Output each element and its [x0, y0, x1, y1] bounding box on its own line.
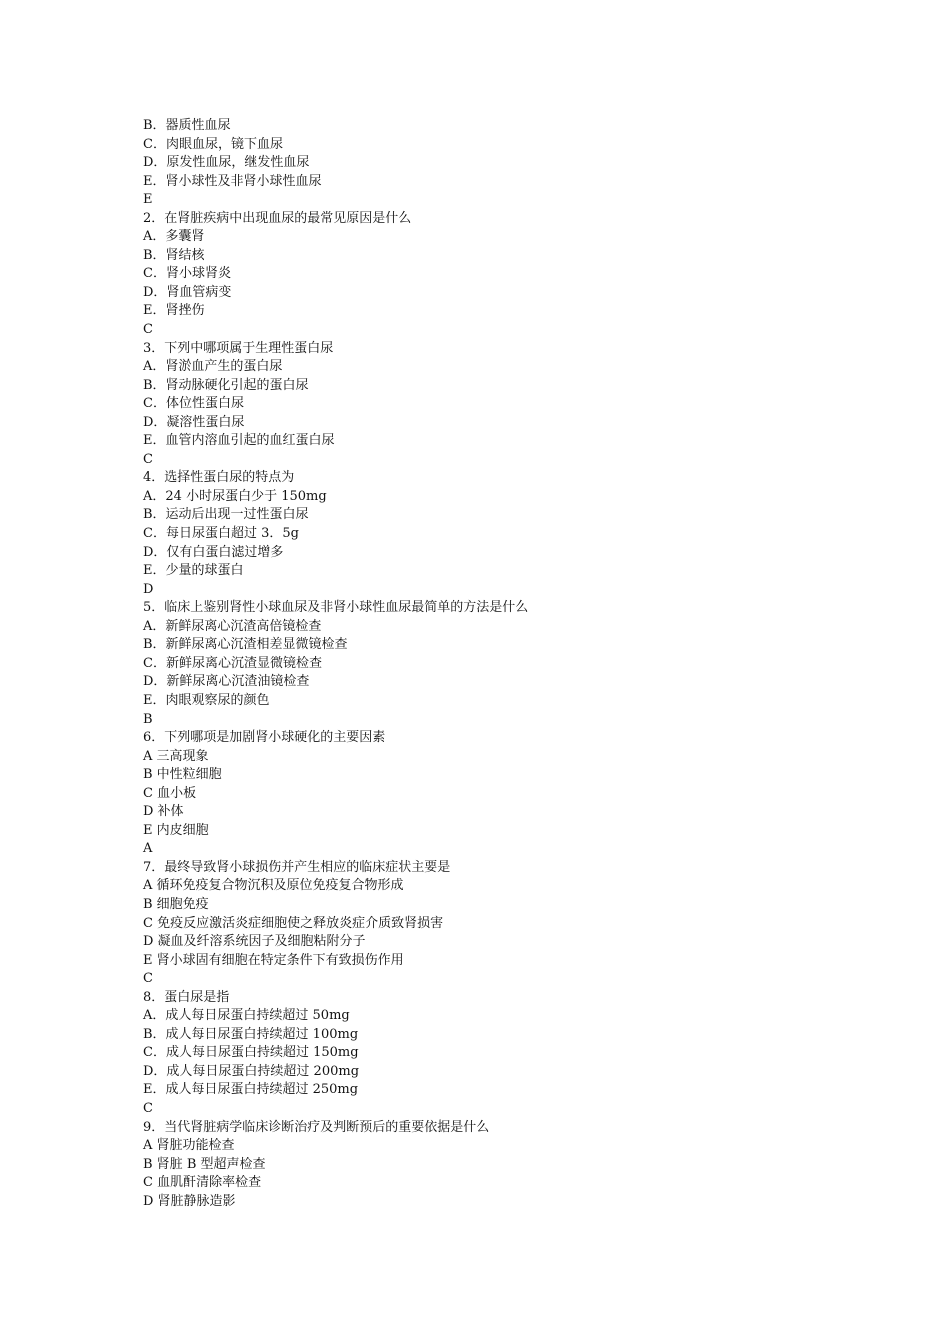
text-line: E．肾小球性及非肾小球性血尿: [143, 173, 322, 189]
text-line: A 三高现象: [143, 748, 209, 764]
text-line: B: [143, 711, 153, 727]
text-line: D．成人每日尿蛋白持续超过 200mg: [143, 1063, 360, 1079]
text-line: C 免疫反应激活炎症细胞使之释放炎症介质致肾损害: [143, 915, 444, 931]
text-line: D．新鲜尿离心沉渣油镜检查: [143, 674, 310, 690]
text-line: 4．选择性蛋白尿的特点为: [143, 470, 295, 486]
text-line: D．肾血管病变: [143, 284, 232, 300]
text-line: B．运动后出现一过性蛋白尿: [143, 507, 309, 523]
text-line: A 肾脏功能检查: [143, 1138, 235, 1154]
text-line: B 肾脏 B 型超声检查: [143, 1156, 266, 1172]
text-line: D．仅有白蛋白滤过增多: [143, 544, 284, 560]
text-line: E．肾挫伤: [143, 303, 205, 319]
text-line: B．肾结核: [143, 247, 205, 263]
text-line: 5．临床上鉴别肾性小球血尿及非肾小球性血尿最简单的方法是什么: [143, 600, 529, 616]
text-line: A．肾淤血产生的蛋白尿: [143, 359, 283, 375]
text-line: C．新鲜尿离心沉渣显微镜检查: [143, 655, 322, 671]
text-line: B．成人每日尿蛋白持续超过 100mg: [143, 1026, 359, 1042]
text-line: E．成人每日尿蛋白持续超过 250mg: [143, 1082, 359, 1098]
text-line: 2．在肾脏疾病中出现血尿的最常见原因是什么: [143, 210, 412, 226]
text-line: C 血肌酐清除率检查: [143, 1175, 262, 1191]
text-line: A．新鲜尿离心沉渣高倍镜检查: [143, 618, 322, 634]
text-line: C．体位性蛋白尿: [143, 396, 244, 412]
text-line: B．器质性血尿: [143, 118, 231, 133]
text-line: A．多囊肾: [143, 229, 205, 245]
text-line: 6．下列哪项是加剧肾小球硬化的主要因素: [143, 730, 386, 746]
text-line: D．凝溶性蛋白尿: [143, 414, 245, 430]
text-line: B 细胞免疫: [143, 896, 209, 912]
text-line: 8．蛋白尿是指: [143, 989, 230, 1005]
text-line: E 肾小球固有细胞在特定条件下有致损伤作用: [143, 952, 404, 968]
text-line: C: [143, 451, 153, 467]
text-line: C: [143, 322, 153, 338]
text-line: D 补体: [143, 804, 184, 820]
text-line: D: [143, 581, 154, 597]
text-line: 7．最终导致肾小球损伤并产生相应的临床症状主要是: [143, 859, 451, 875]
text-line: A 循环免疫复合物沉积及原位免疫复合物形成: [143, 878, 404, 894]
text-line: 9．当代肾脏病学临床诊断治疗及判断预后的重要依据是什么: [143, 1119, 490, 1135]
text-line: C．肾小球肾炎: [143, 266, 231, 282]
text-line: 3．下列中哪项属于生理性蛋白尿: [143, 340, 334, 356]
text-line: E．少量的球蛋白: [143, 563, 244, 579]
text-line: B．肾动脉硬化引起的蛋白尿: [143, 377, 309, 393]
text-line: A．24 小时尿蛋白少于 150mg: [143, 488, 327, 504]
text-line: D 凝血及纤溶系统因子及细胞粘附分子: [143, 934, 366, 950]
document-body: [143, 117, 903, 1211]
text-line: B 中性粒细胞: [143, 767, 222, 783]
text-line: C: [143, 1100, 153, 1116]
text-line: C．成人每日尿蛋白持续超过 150mg: [143, 1045, 359, 1061]
text-line: C．肉眼血尿，镜下血尿: [143, 136, 283, 152]
text-line: C: [143, 971, 153, 987]
text-line: E 内皮细胞: [143, 822, 209, 838]
text-line: E: [143, 192, 153, 208]
text-line: E．血管内溶血引起的血红蛋白尿: [143, 433, 335, 449]
text-line: E．肉眼观察尿的颜色: [143, 692, 270, 708]
text-line: C 血小板: [143, 785, 197, 801]
text-line: C．每日尿蛋白超过 3．5g: [143, 526, 299, 542]
text-line: A: [143, 841, 153, 857]
text-line: A．成人每日尿蛋白持续超过 50mg: [143, 1008, 350, 1024]
text-line: D 肾脏静脉造影: [143, 1193, 236, 1209]
text-line: B．新鲜尿离心沉渣相差显微镜检查: [143, 637, 348, 653]
text-line: D．原发性血尿，继发性血尿: [143, 155, 310, 171]
